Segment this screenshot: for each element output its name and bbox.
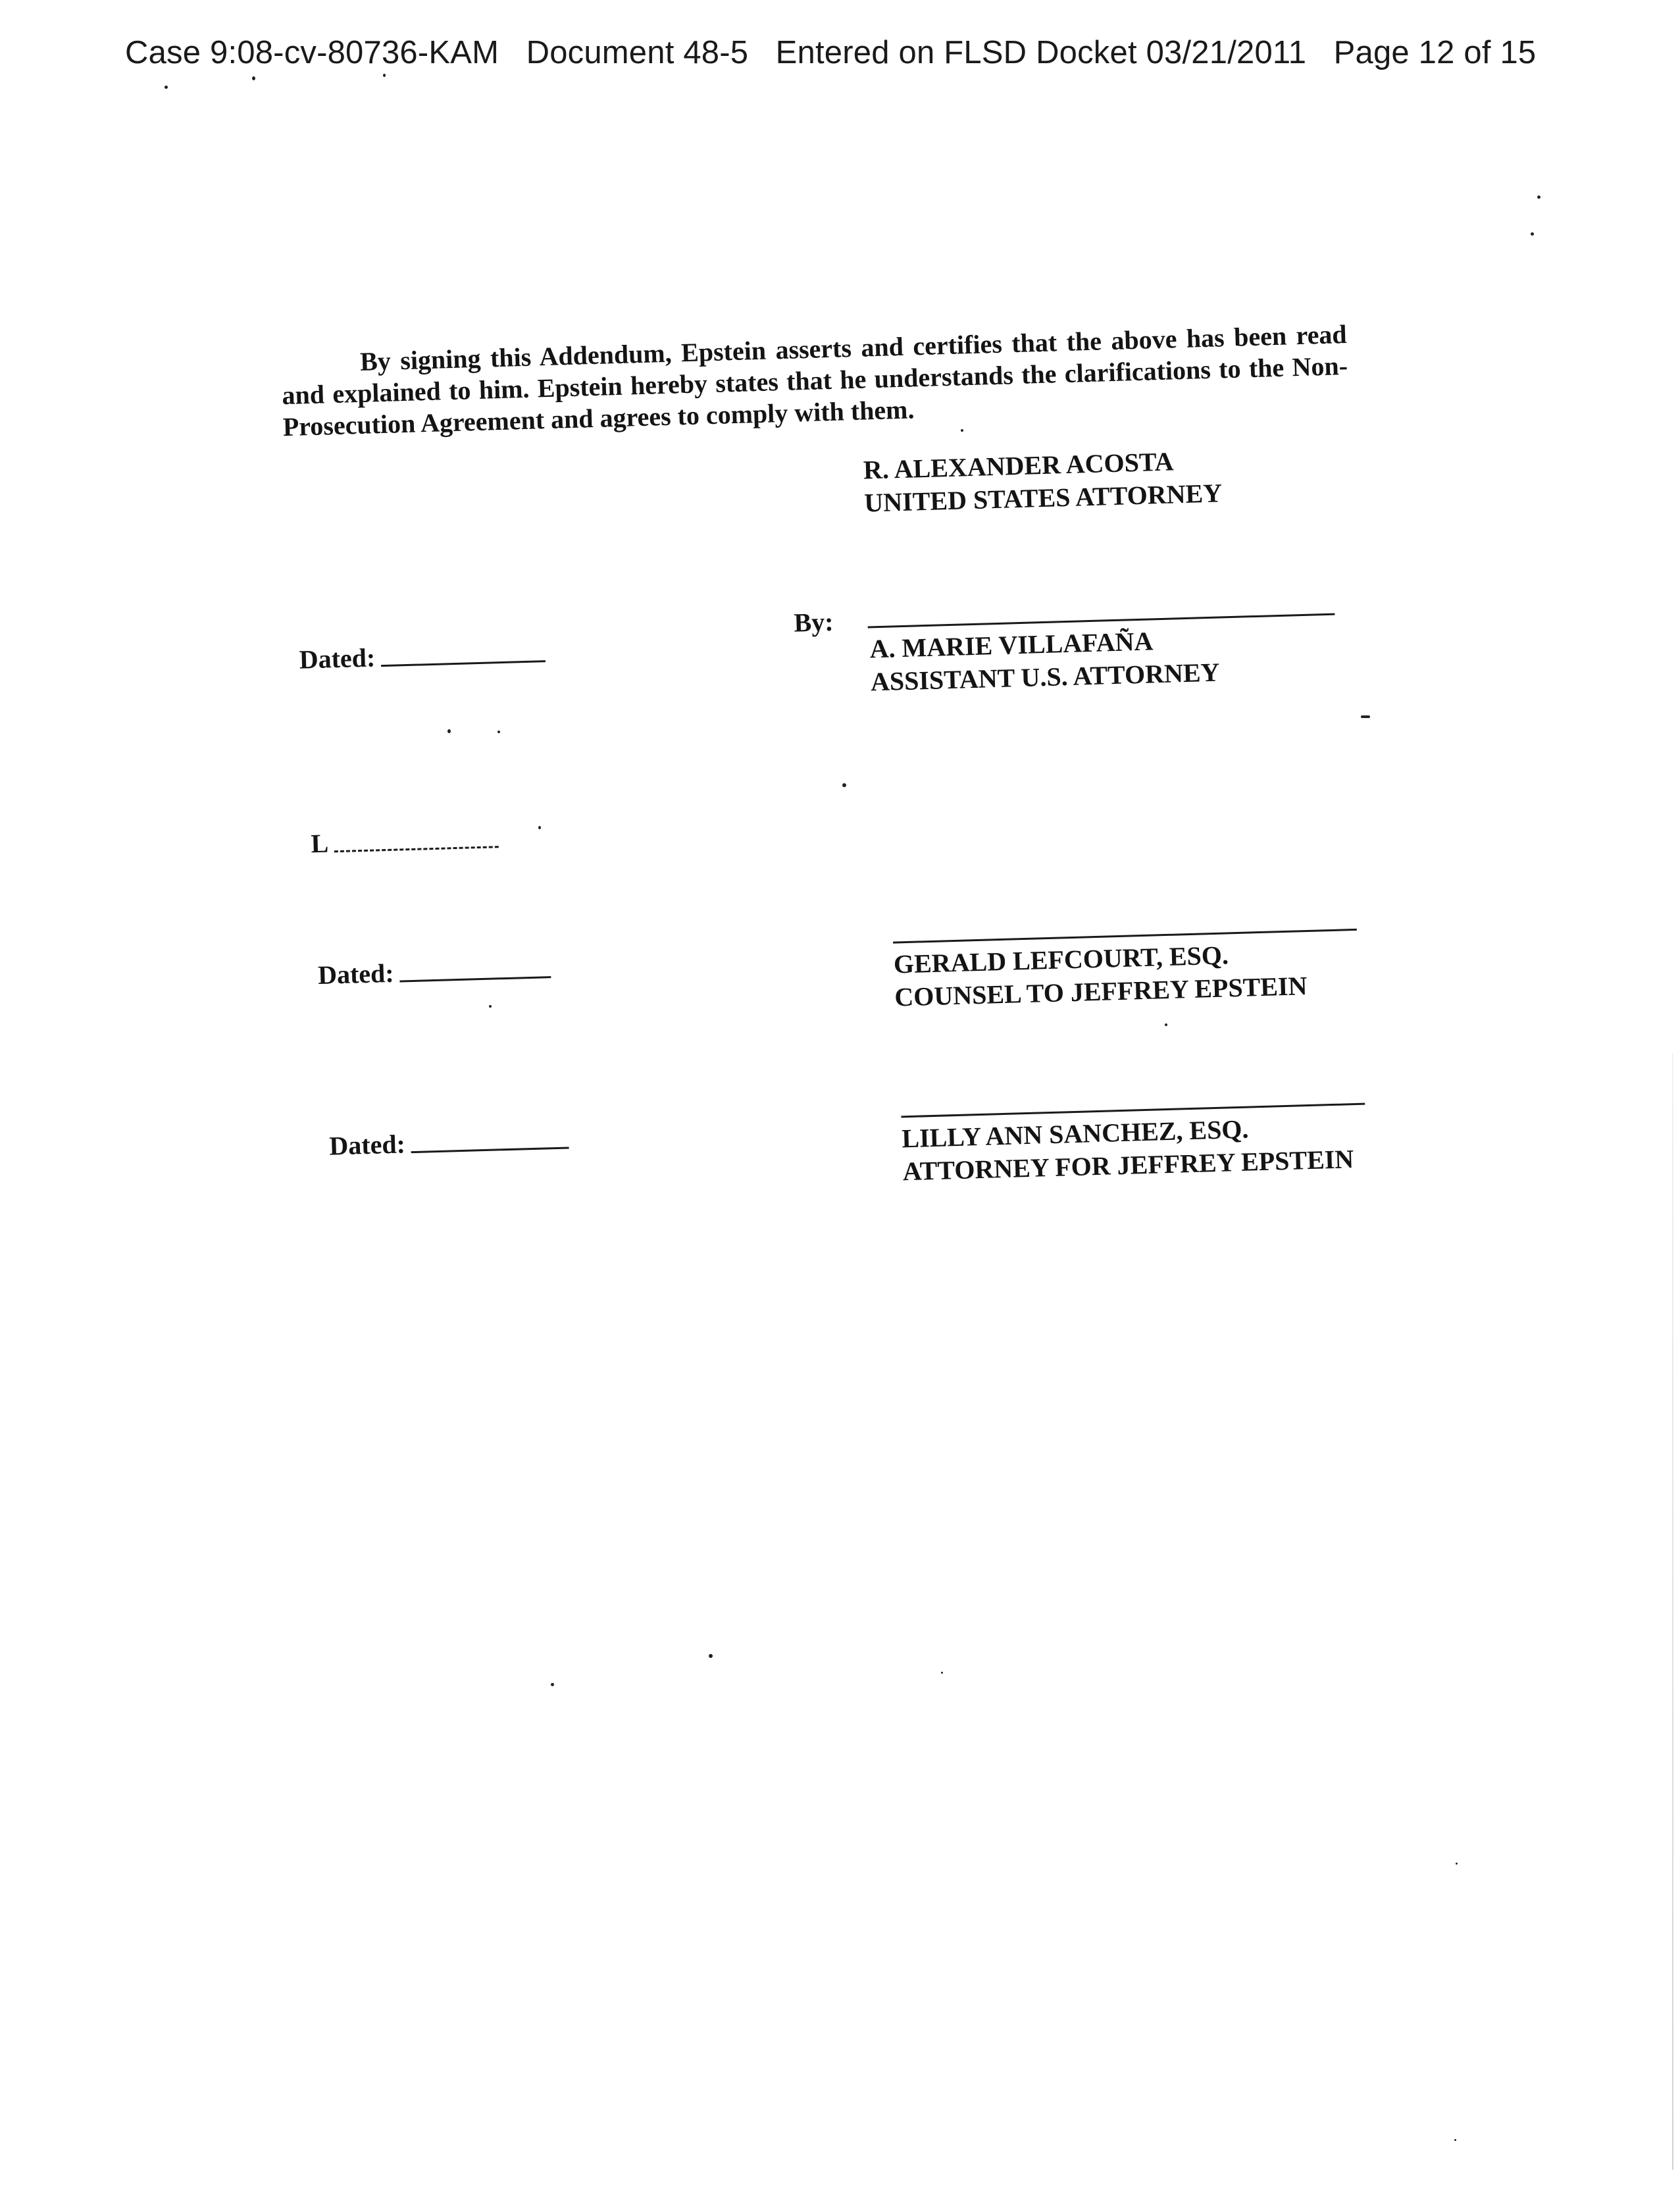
ausa-block (869, 623, 1220, 699)
scan-speck (383, 74, 386, 77)
scan-speck (1454, 2139, 1456, 2141)
scan-speck (941, 1672, 943, 1674)
by-label: By: (793, 606, 834, 638)
dated-label-2: Dated: (317, 958, 395, 990)
us-attorney-name: R. ALEXANDER ACOSTA (863, 446, 1175, 485)
scan-speck (961, 429, 963, 432)
us-attorney-title: UNITED STATES ATTORNEY (863, 478, 1223, 518)
scan-speck (551, 1683, 554, 1686)
counsel1-name: GERALD LEFCOURT, ESQ. (893, 940, 1229, 979)
counsel1-block (893, 937, 1308, 1014)
scan-speck (497, 731, 500, 733)
dated-field-3 (329, 1123, 569, 1161)
scan-speck (489, 1005, 492, 1008)
scan-speck (709, 1654, 713, 1658)
dated-blank-1 (381, 660, 546, 667)
counsel2-title: ATTORNEY FOR JEFFREY EPSTEIN (902, 1144, 1354, 1187)
dated-field-1 (299, 637, 546, 675)
scan-speck (447, 729, 451, 733)
scan-speck (252, 76, 255, 80)
dated-blank-3 (411, 1147, 569, 1153)
counsel2-name: LILLY ANN SANCHEZ, ESQ. (901, 1114, 1250, 1154)
dated-field-2 (317, 953, 551, 991)
stray-mark: L (310, 828, 329, 859)
dated-label-3: Dated: (328, 1129, 406, 1161)
scan-speck (538, 826, 541, 829)
docket-header: Case 9:08-cv-80736-KAM Document 48-5 Entered on FLSD Docket 03/21/2011 Page 12 of 15 (125, 35, 1537, 70)
scan-speck (1537, 195, 1540, 199)
scan-speck (842, 783, 846, 787)
dated-label-1: Dated: (299, 642, 376, 675)
counsel1-title: COUNSEL TO JEFFREY EPSTEIN (894, 971, 1308, 1012)
stray-blank (334, 846, 499, 852)
ausa-name: A. MARIE VILLAFAÑA (869, 626, 1154, 664)
scan-speck (1456, 1863, 1458, 1865)
dated-blank-2 (399, 976, 551, 982)
scan-edge-artifact (1672, 1053, 1673, 2170)
scan-speck (1361, 715, 1370, 718)
scan-speck (1165, 1023, 1167, 1026)
stray-partial-line (311, 823, 499, 859)
counsel2-block (902, 1110, 1354, 1188)
scan-speck (165, 86, 168, 89)
ausa-title: ASSISTANT U.S. ATTORNEY (870, 657, 1221, 697)
certification-paragraph: By signing this Addendum, Epstein asserts and certifies that the above has been read and explained to him. Epstein hereby states that he understands the clarifications to the Non-Prosecution Agreement and agrees to comply with them. (281, 319, 1348, 442)
us-attorney-block (863, 444, 1222, 519)
scan-speck (1531, 232, 1534, 236)
